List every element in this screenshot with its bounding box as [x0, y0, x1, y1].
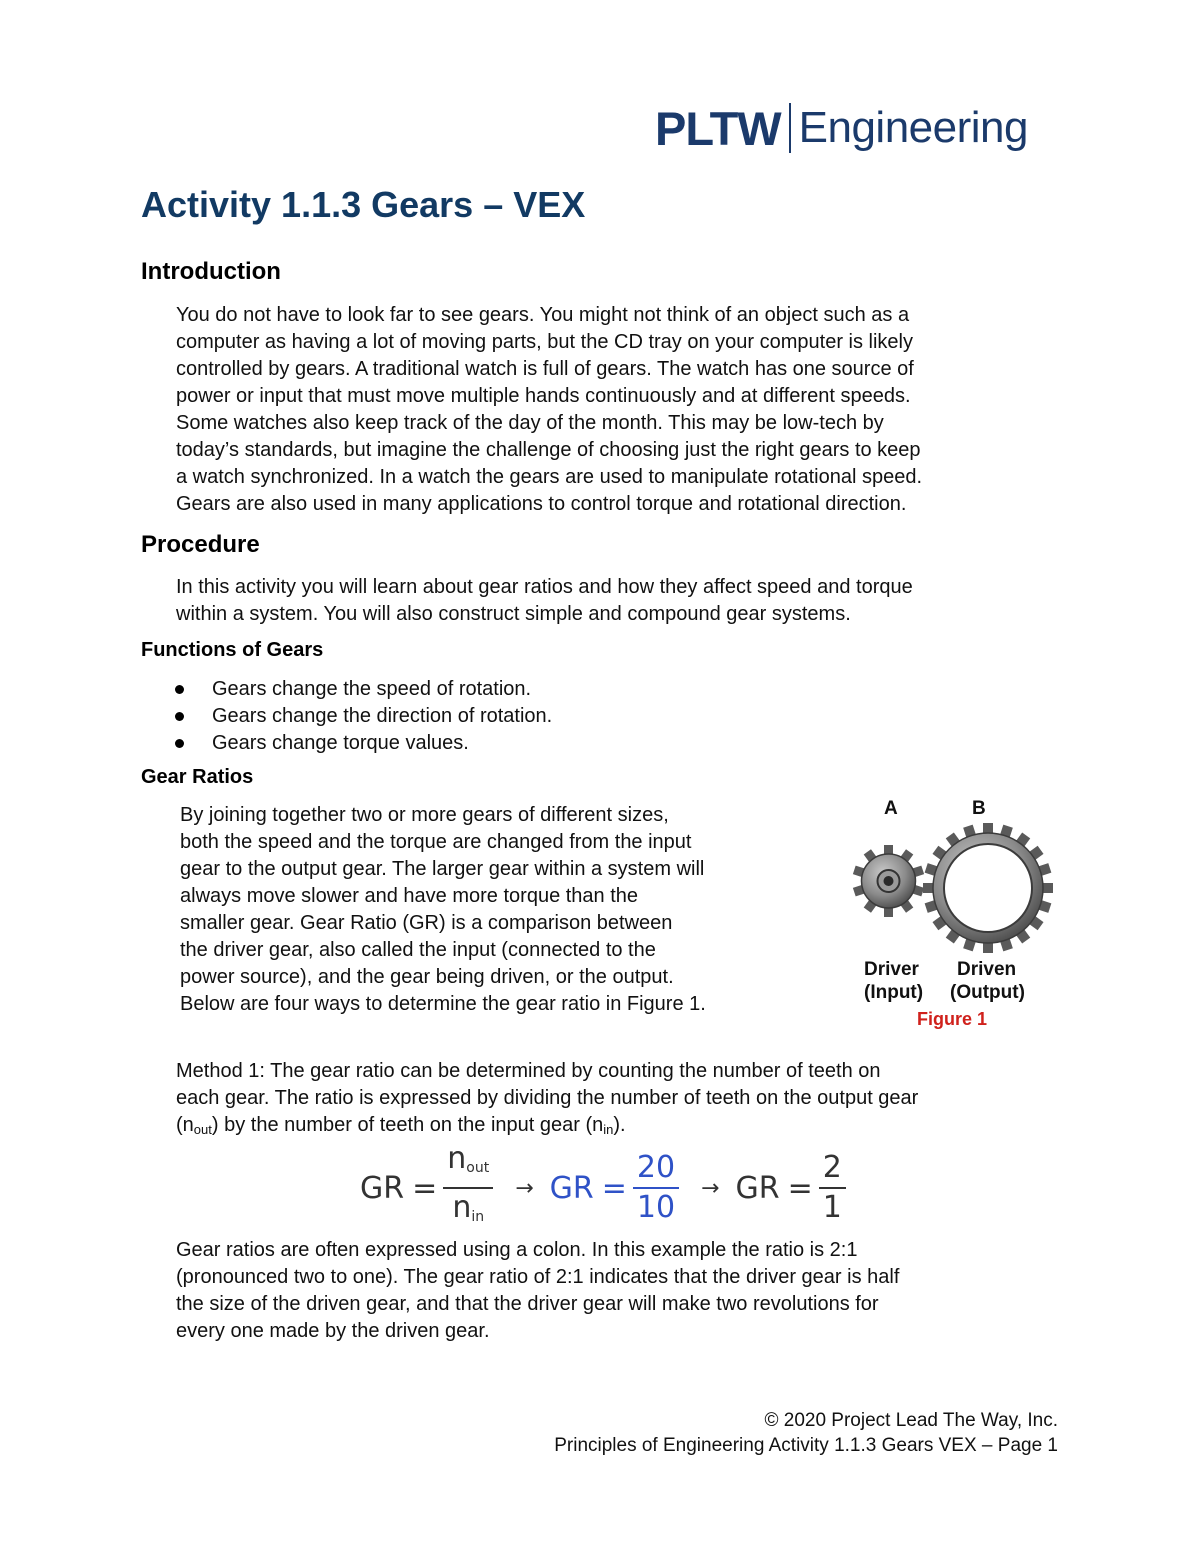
text-line: the driver gear, also called the input (connected to the	[180, 939, 656, 961]
introduction-heading: Introduction	[141, 258, 281, 285]
arrow-icon: →	[701, 1175, 720, 1201]
driver-input-label: (Input)	[864, 982, 924, 1003]
arrow-icon: →	[515, 1175, 534, 1201]
equals-sign: =	[412, 1170, 438, 1206]
text-span: (n	[176, 1114, 194, 1136]
driver-gear-icon	[853, 845, 924, 917]
gr-symbol: GR	[735, 1170, 780, 1206]
logo-division: Engineering	[798, 103, 1028, 152]
denominator: 1	[822, 1190, 842, 1225]
colon-paragraph	[176, 1237, 899, 1345]
subscript-out: out	[193, 1122, 212, 1137]
equals-sign: =	[601, 1170, 627, 1206]
list-item: Gears change torque values.	[175, 730, 552, 757]
functions-list	[175, 676, 552, 757]
text-line: By joining together two or more gears of different sizes,	[180, 804, 669, 826]
text-line: You do not have to look far to see gears. You might not think of an object such as a	[176, 304, 910, 326]
introduction-paragraph	[176, 302, 922, 518]
text-line: In this activity you will learn about gear ratios and how they affect speed and torque	[176, 576, 913, 598]
text-line: Method 1: The gear ratio can be determined by counting the number of teeth on	[176, 1060, 881, 1082]
text-line: each gear. The ratio is expressed by dividing the number of teeth on the output gear	[176, 1087, 919, 1109]
footer-copyright: © 2020 Project Lead The Way, Inc.	[764, 1410, 1058, 1431]
text-span: ).	[613, 1114, 626, 1136]
subscript-out: out	[466, 1160, 490, 1176]
gear-pair-illustration	[850, 823, 1060, 963]
text-span: ) by the number of teeth on the input gear (n	[211, 1114, 604, 1136]
text-line: controlled by gears. A traditional watch is full of gears. The watch has one source of	[176, 358, 914, 380]
equals-sign: =	[787, 1170, 813, 1206]
text-line: smaller gear. Gear Ratio (GR) is a comparison between	[180, 912, 673, 934]
list-item: Gears change the direction of rotation.	[175, 703, 552, 730]
text-line: power or input that must move multiple hands continuously and at different speeds.	[176, 385, 911, 407]
subscript-in: in	[603, 1122, 614, 1137]
text-line: (pronounced two to one). The gear ratio of 2:1 indicates that the driver gear is half	[176, 1266, 900, 1288]
text-line: always move slower and have more torque than the	[180, 885, 639, 907]
logo-divider	[789, 103, 791, 153]
method1-paragraph	[176, 1058, 918, 1143]
text-line: the size of the driven gear, and that the driver gear will make two revolutions for	[176, 1293, 879, 1315]
text-line: both the speed and the torque are changed from the input	[180, 831, 692, 853]
list-item: Gears change the speed of rotation.	[175, 676, 552, 703]
numerator	[443, 1141, 493, 1189]
footer-page-info: Principles of Engineering Activity 1.1.3 Gears VEX – Page 1	[554, 1435, 1058, 1456]
numerator: 20	[633, 1150, 679, 1189]
n-symbol: n	[447, 1141, 467, 1176]
figure-caption: Figure 1	[917, 1009, 988, 1029]
gr-symbol: GR	[549, 1170, 594, 1206]
denominator: 10	[636, 1190, 676, 1225]
fraction-teeth	[443, 1141, 493, 1235]
numerator: 2	[819, 1150, 846, 1189]
text-line	[176, 1112, 918, 1143]
driven-label: Driven	[957, 959, 1017, 980]
subscript-in: in	[471, 1209, 485, 1225]
text-line: today’s standards, but imagine the challenge of choosing just the right gears to keep	[176, 439, 921, 461]
text-line: Gear ratios are often expressed using a colon. In this example the ratio is 2:1	[176, 1239, 858, 1261]
text-line: Some watches also keep track of the day of the month. This may be low-tech by	[176, 412, 884, 434]
gear-b-label: B	[972, 798, 986, 819]
logo-brand: PLTW	[655, 101, 781, 155]
gear-ratios-heading: Gear Ratios	[141, 766, 254, 788]
procedure-heading: Procedure	[141, 531, 260, 558]
functions-heading: Functions of Gears	[141, 639, 324, 661]
text-line: within a system. You will also construct simple and compound gear systems.	[176, 603, 851, 625]
gear-a-label: A	[884, 798, 898, 819]
gr-symbol: GR	[360, 1170, 405, 1206]
text-line: Gears are also used in many applications to control torque and rotational direction.	[176, 493, 907, 515]
driven-gear-icon	[923, 823, 1053, 953]
n-symbol: n	[452, 1190, 472, 1225]
driver-label: Driver	[864, 959, 919, 980]
text-line: power source), and the gear being driven, or the output.	[180, 966, 674, 988]
fraction-20-10	[633, 1150, 679, 1226]
text-line: computer as having a lot of moving parts, but the CD tray on your computer is likely	[176, 331, 914, 353]
text-line: Below are four ways to determine the gear ratio in Figure 1.	[180, 993, 706, 1015]
text-line: gear to the output gear. The larger gear within a system will	[180, 858, 705, 880]
procedure-paragraph	[176, 574, 913, 628]
gear-ratio-equation	[360, 1141, 852, 1228]
denominator	[452, 1189, 484, 1235]
fraction-2-1	[819, 1150, 846, 1226]
driven-output-label: (Output)	[950, 982, 1025, 1003]
pltw-engineering-logo	[655, 100, 1028, 156]
figure-1	[850, 795, 1060, 1035]
text-line: a watch synchronized. In a watch the gears are used to manipulate rotational speed.	[176, 466, 923, 488]
page-title: Activity 1.1.3 Gears – VEX	[141, 184, 586, 225]
text-line: every one made by the driven gear.	[176, 1320, 490, 1342]
gear-ratios-paragraph	[180, 802, 706, 1018]
